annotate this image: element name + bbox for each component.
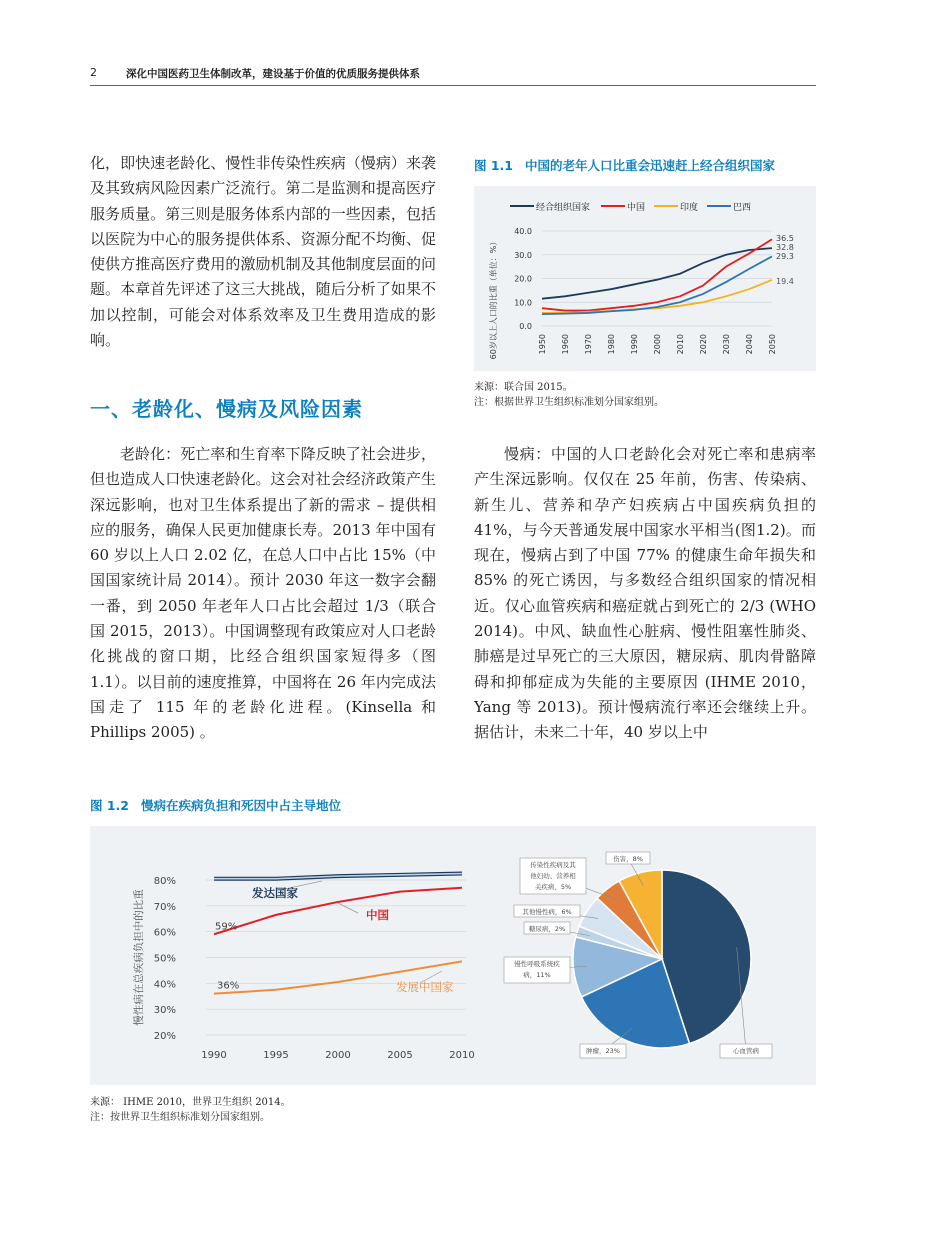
left-column-aging: [90, 442, 436, 746]
running-header-title: 深化中国医药卫生体制改革，建设基于价值的优质服务提供体系: [126, 68, 420, 80]
fig12-y-tick-label: 50%: [153, 953, 176, 965]
fig11-source: 来源：联合国 2015。: [474, 382, 573, 393]
fig12-note: 注：按世界卫生组织标准划分国家组别。: [90, 1112, 270, 1123]
fig11-legend-label: 经合组织国家: [536, 203, 591, 213]
fig11-note: 注：根据世界卫生组织标准划分国家组别。: [474, 397, 664, 408]
left-column-intro: [90, 151, 436, 353]
fig12-y-tick-label: 60%: [153, 927, 176, 939]
fig12-pie-label: 肿瘤，23%: [586, 1047, 620, 1055]
intro-paragraph: 化，即快速老龄化、慢性非传染性疾病（慢病）来袭及其致病风险因素广泛流行。第二是监测和提高医疗服务质量。第三则是服务体系内部的一些因素，包括以医院为中心的服务提供体系、资源分配不均衡、促使供方推高医疗费用的激励机制及其他制度层面的问题。本章首先评述了这三大挑战，随后分析了如果不加以控制，可能会对体系效率及卫生费用造成的影响。: [90, 154, 436, 350]
fig11-y-tick-label: 10.0: [514, 298, 532, 308]
fig12-y-tick-label: 30%: [153, 1005, 176, 1017]
fig11-y-tick-label: 30.0: [514, 250, 532, 260]
fig12-x-tick-label: 2000: [325, 1050, 351, 1061]
section-heading: 一、老龄化、慢病及风险因素: [90, 397, 363, 421]
fig12-pie-label: 关疾病，5%: [534, 883, 572, 891]
fig12-developed-label: 发达国家: [252, 886, 298, 900]
fig11-title: [474, 156, 775, 174]
fig11-y-tick-label: 0.0: [519, 322, 532, 331]
fig11-x-tick-label: 1950: [538, 334, 547, 355]
fig12-developing-label: 发展中国家: [396, 980, 454, 994]
fig12-pie-label: 伤害，8%: [613, 855, 643, 863]
fig12-pie-label: 糖尿病，2%: [528, 925, 566, 933]
fig11-x-tick-label: 2010: [676, 334, 685, 355]
fig11-series-line: [542, 248, 772, 299]
fig12-pie-label: 其他慢性病，6%: [522, 908, 572, 916]
fig12-developing-start-label: 36%: [217, 980, 240, 992]
fig12-pie-label: 他妇幼、营养相: [530, 872, 576, 880]
fig12-pie-label: 心血管病: [733, 1047, 759, 1055]
fig12-y-axis-label: 慢性病在总疾病负担中的比重: [133, 889, 145, 1026]
fig11-y-tick-label: 40.0: [514, 227, 532, 236]
fig11-legend-label: 巴西: [733, 203, 752, 213]
chronic-paragraph: 慢病：中国的人口老龄化会对死亡率和患病率产生深远影响。仅仅在 25 年前，伤害、传染病、新生儿、营养和孕产妇疾病占中国疾病负担的41%，与今天普通发展中国家水平相当(图1.2)。而现在，慢病占到了中国 77% 的健康生命年损失和 85% 的死亡诱因，与多数经合组织国家的情况相近。仅心血管疾病和癌症就占到死亡的 2/3 (WHO 2014)。中风、缺血性心脏病、慢性阻塞性肺炎、肺癌是过早死亡的三大原因，糖尿病、肌肉骨骼障碍和抑郁症成为失能的主要原因 (IHME 2010，Yang 等 2013)。预计慢病流行率还会继续上升。据估计，未来二十年，40 岁以上中: [474, 445, 816, 742]
fig11-panel: [474, 186, 816, 371]
fig12-panel: [90, 826, 816, 1085]
fig11-y-axis-label: 60岁以上人口的比重（单位：%）: [489, 237, 498, 360]
fig12-china-leader: [338, 903, 358, 913]
fig11-series-line: [542, 256, 772, 314]
fig12-number: 图 1.2: [90, 798, 129, 813]
fig12-source: 来源： IHME 2010，世界卫生组织 2014。: [90, 1097, 291, 1108]
fig12-x-tick-label: 2005: [387, 1050, 413, 1061]
aging-paragraph: 老龄化：死亡率和生育率下降反映了社会进步，但也造成人口快速老龄化。这会对社会经济政策产生深远影响，也对卫生体系提出了新的需求 – 提供相应的服务，确保人民更加健康长寿。2013 年中国有 60 岁以上人口 2.02 亿，在总人口中占比 15%（中国国家统计局 2014）。预计 2030 年这一数字会翻一番，到 2050 年老年人口占比会超过 1/3（联合国 2015，2013）。中国调整现有政策应对人口老龄化挑战的窗口期，比经合组织国家短得多（图 1.1）。以目前的速度推算，中国将在 26 年内完成法国走了 115 年的老龄化进程。(Kinsella 和 Phillips 2005) 。: [90, 445, 436, 742]
fig11-number: 图 1.1: [474, 158, 513, 173]
fig12-y-tick-label: 80%: [153, 876, 176, 887]
fig11-end-value-label: 36.5: [776, 234, 794, 243]
fig12-title-text: 慢病在疾病负担和死因中占主导地位: [141, 798, 342, 813]
fig11-x-tick-label: 1970: [584, 334, 593, 355]
fig12-chart: [90, 826, 816, 1085]
fig12-pie-label: 慢性呼吸系统疾: [514, 960, 560, 968]
fig11-end-value-label: 29.3: [776, 252, 794, 261]
fig11-end-value-label: 19.4: [776, 277, 794, 286]
fig11-x-tick-label: 2030: [722, 334, 731, 355]
fig12-y-tick-label: 20%: [153, 1031, 176, 1042]
fig12-notes: [90, 1095, 291, 1125]
fig11-notes: [474, 380, 664, 410]
fig11-x-tick-label: 1960: [561, 334, 570, 355]
fig12-y-tick-label: 40%: [153, 979, 176, 991]
header-rule: [90, 85, 816, 86]
fig11-legend-label: 中国: [627, 203, 646, 213]
fig11-series-line: [542, 280, 772, 313]
fig11-x-tick-label: 2020: [699, 334, 708, 355]
fig12-china-start-label: 59%: [215, 921, 238, 933]
fig11-title-text: 中国的老年人口比重会迅速赶上经合组织国家: [525, 158, 776, 173]
fig11-x-tick-label: 2000: [653, 334, 662, 355]
fig12-title: [90, 796, 341, 814]
fig12-china-label: 中国: [366, 908, 389, 922]
fig11-x-tick-label: 2040: [745, 334, 754, 355]
fig11-y-tick-label: 20.0: [514, 274, 532, 284]
fig11-legend-label: 印度: [680, 203, 699, 213]
fig11-x-tick-label: 1990: [630, 334, 639, 355]
fig11-x-tick-label: 2050: [768, 334, 777, 355]
right-column-chronic: [474, 442, 816, 746]
fig12-y-tick-label: 70%: [153, 901, 176, 913]
fig12-x-tick-label: 1995: [263, 1050, 289, 1061]
fig11-chart: [474, 186, 816, 371]
fig12-pie-label: 病，11%: [523, 971, 551, 979]
page-number: 2: [90, 66, 97, 79]
fig12-x-tick-label: 2010: [449, 1050, 475, 1061]
fig12-pie-label: 传染性疾病及其: [530, 861, 576, 869]
fig12-x-tick-label: 1990: [201, 1050, 227, 1061]
fig11-end-value-label: 32.8: [776, 243, 794, 252]
fig11-x-tick-label: 1980: [607, 334, 616, 355]
